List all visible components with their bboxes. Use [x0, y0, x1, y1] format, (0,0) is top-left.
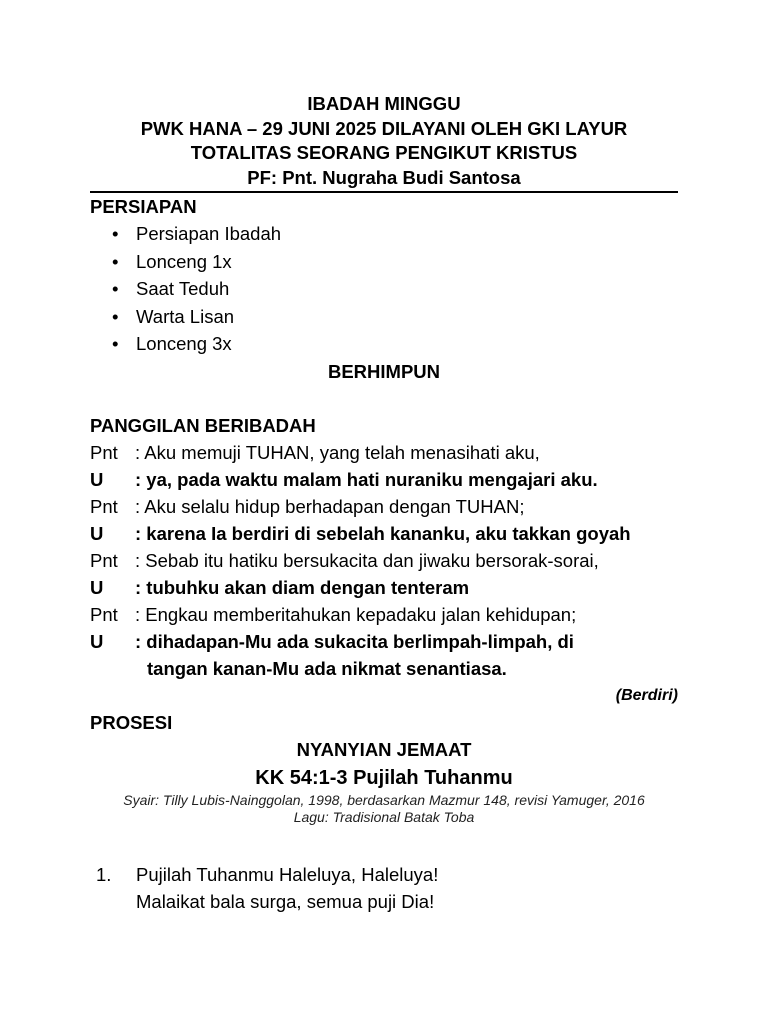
- liturgy-line: [90, 520, 678, 547]
- verse-line: Malaikat bala surga, semua puji Dia!: [136, 890, 435, 912]
- speaker-label: U: [90, 630, 104, 652]
- bullet-icon: •: [112, 250, 119, 272]
- liturgy-line: [90, 547, 678, 574]
- song-credit-music: Lagu: Tradisional Batak Toba: [293, 808, 475, 825]
- liturgy-line: [90, 574, 678, 601]
- speaker-label: U: [90, 522, 104, 544]
- header-theme: TOTALITAS SEORANG PENGIKUT KRISTUS: [190, 142, 578, 163]
- section-persiapan-title: PERSIAPAN: [90, 196, 197, 217]
- header-service-info: PWK HANA – 29 JUNI 2025 DILAYANI OLEH GKI LAYUR: [140, 117, 628, 139]
- header-preacher: PF: Pnt. Nugraha Budi Santosa: [247, 166, 521, 188]
- list-item: [90, 248, 678, 276]
- liturgy-text: : tubuhku akan diam dengan tenteram: [135, 576, 470, 598]
- verse-line: Pujilah Tuhanmu Haleluya, Haleluya!: [136, 863, 439, 885]
- list-item: [90, 275, 678, 303]
- list-item-label: Warta Lisan: [136, 305, 235, 327]
- list-item-label: Lonceng 1x: [136, 250, 232, 272]
- verse-lines: [136, 861, 438, 915]
- bullet-icon: •: [112, 223, 119, 244]
- section-prosesi-title: PROSESI: [90, 711, 173, 733]
- section-berhimpun-title: BERHIMPUN: [327, 360, 441, 382]
- header-service-title: IBADAH MINGGU: [307, 93, 461, 114]
- liturgy-text: : ya, pada waktu malam hati nuraniku mengajari aku.: [135, 468, 598, 490]
- list-item: [90, 330, 678, 358]
- list-item-label: Persiapan Ibadah: [136, 223, 282, 244]
- bullet-icon: •: [112, 305, 119, 327]
- liturgy-line: [90, 628, 678, 655]
- liturgy-text: : Sebab itu hatiku bersukacita dan jiwaku bersorak-sorai,: [135, 549, 599, 571]
- list-item: [90, 303, 678, 331]
- liturgy-line: [90, 466, 678, 493]
- instruction-note: (Berdiri): [615, 686, 678, 704]
- song-label: NYANYIAN JEMAAT: [296, 738, 472, 760]
- liturgy-text: : Engkau memberitahukan kepadaku jalan kehidupan;: [135, 603, 577, 625]
- liturgy-continuation: tangan kanan-Mu ada nikmat senantiasa.: [147, 657, 507, 679]
- bullet-icon: •: [112, 333, 119, 354]
- list-item-label: Lonceng 3x: [136, 333, 232, 354]
- liturgy-text: : karena Ia berdiri di sebelah kananku, aku takkan goyah: [135, 522, 631, 544]
- speaker-label: Pnt: [90, 549, 118, 571]
- spacer: [90, 385, 678, 412]
- bullet-icon: •: [112, 278, 119, 299]
- document-page: [90, 92, 678, 915]
- liturgy-line: [90, 493, 678, 520]
- verse-number: 1.: [96, 863, 112, 885]
- song-title: KK 54:1-3 Pujilah Tuhanmu: [255, 766, 513, 789]
- liturgy-line: [90, 601, 678, 628]
- liturgy-text: : Aku selalu hidup berhadapan dengan TUHAN;: [135, 495, 525, 517]
- speaker-label: U: [90, 468, 104, 490]
- speaker-label: Pnt: [90, 441, 118, 463]
- persiapan-list: [90, 220, 678, 358]
- list-item: [90, 220, 678, 248]
- speaker-label: Pnt: [90, 603, 118, 625]
- speaker-label: Pnt: [90, 495, 118, 517]
- song-verse: [90, 861, 678, 915]
- liturgy-text: : dihadapan-Mu ada sukacita berlimpah-limpah, di: [135, 630, 574, 652]
- liturgy-line: [90, 439, 678, 466]
- speaker-label: U: [90, 576, 104, 598]
- section-panggilan-title: PANGGILAN BERIBADAH: [90, 414, 316, 436]
- liturgy-text: : Aku memuji TUHAN, yang telah menasihati aku,: [135, 441, 540, 463]
- document-header: [90, 92, 678, 193]
- song-credit-lyrics: Syair: Tilly Lubis-Nainggolan, 1998, berdasarkan Mazmur 148, revisi Yamuger, 2016: [123, 791, 645, 808]
- list-item-label: Saat Teduh: [136, 278, 230, 299]
